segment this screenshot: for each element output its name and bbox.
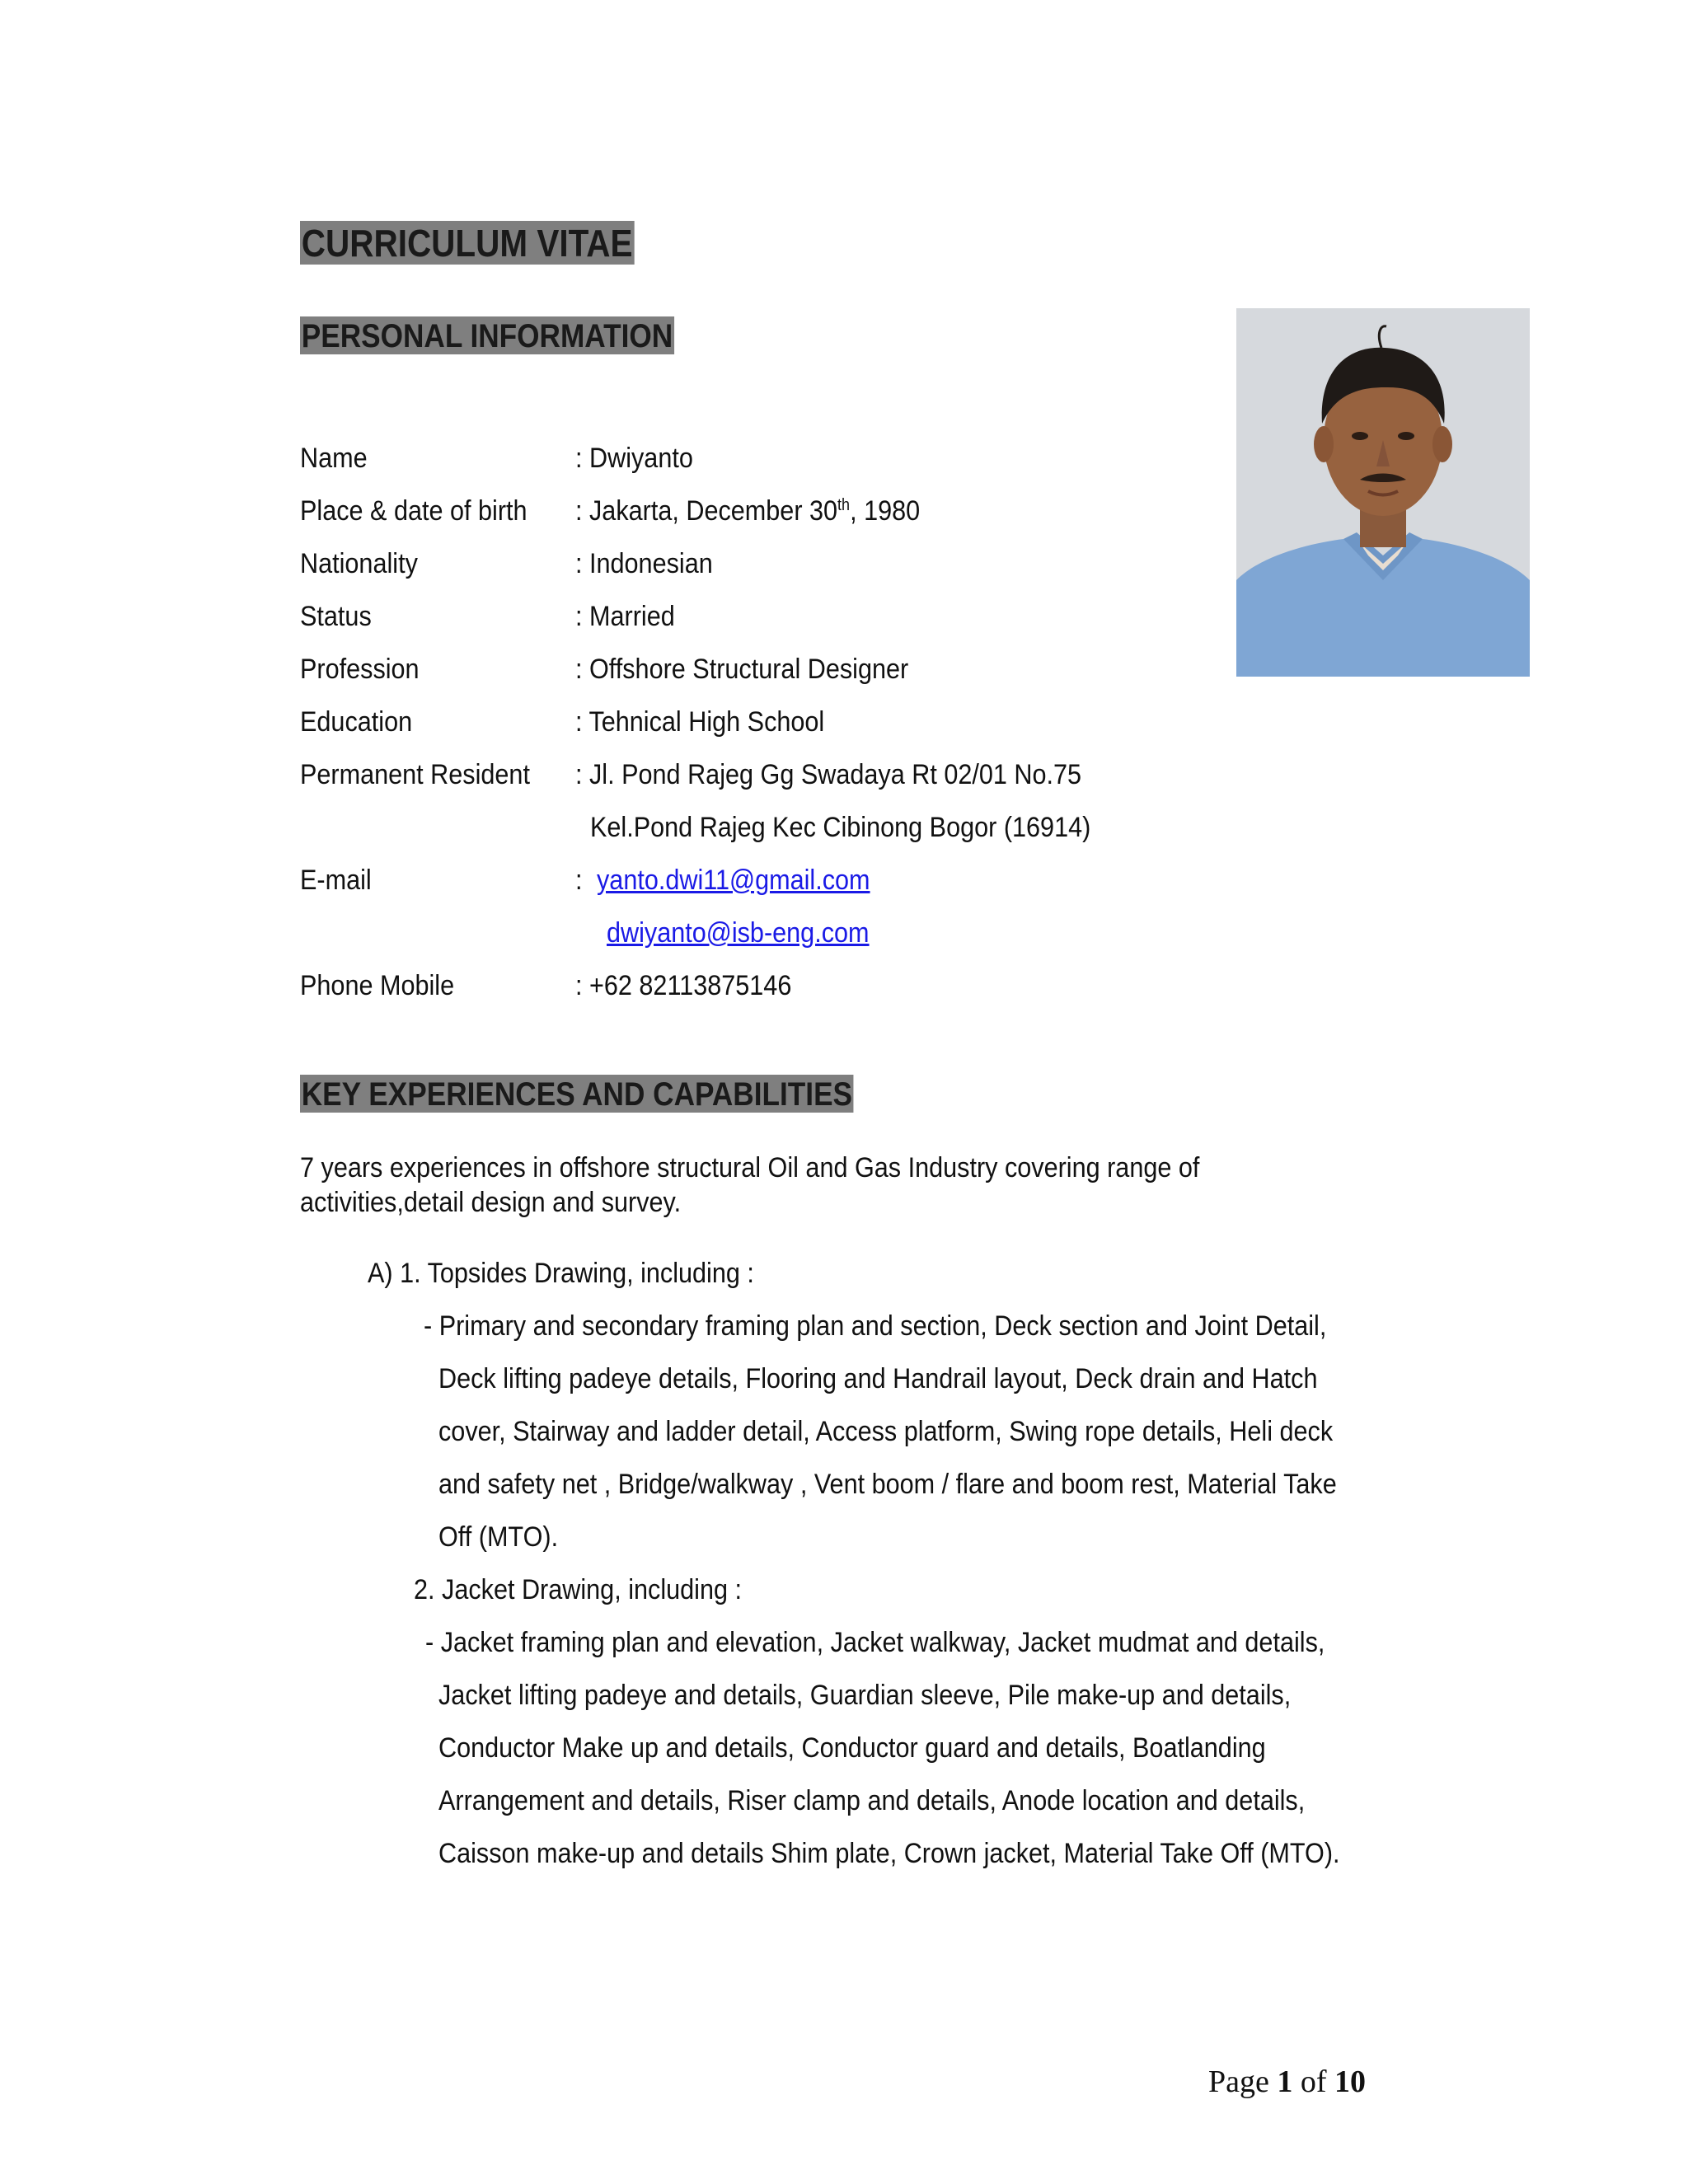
- portrait-illustration: [1236, 308, 1530, 677]
- topsides-line: and safety net , Bridge/walkway , Vent boom / flare and boom rest, Material Take: [438, 1469, 1337, 1500]
- profession-label: Profession: [300, 654, 420, 685]
- birth-label: Place & date of birth: [300, 495, 528, 527]
- topsides-line: cover, Stairway and ladder detail, Access platform, Swing rope details, Heli deck: [438, 1416, 1334, 1447]
- education-label: Education: [300, 706, 413, 738]
- key-experiences-heading: KEY EXPERIENCES AND CAPABILITIES: [301, 1076, 853, 1113]
- document-title: CURRICULUM VITAE: [301, 222, 633, 265]
- birth-value-prefix: : Jakarta, December 30: [575, 495, 838, 527]
- profile-photo: [1236, 308, 1530, 677]
- jacket-line: Arrangement and details, Riser clamp and details, Anode location and details,: [438, 1785, 1306, 1816]
- birth-value-suffix: , 1980: [850, 495, 921, 527]
- topsides-line: Off (MTO).: [438, 1521, 559, 1553]
- topsides-line: Deck lifting padeye details, Flooring and Handrail layout, Deck drain and Hatch: [438, 1363, 1318, 1394]
- jacket-item-heading: 2. Jacket Drawing, including :: [414, 1574, 742, 1605]
- birth-value-sup: th: [837, 496, 851, 514]
- email-link-2[interactable]: dwiyanto@isb-eng.com: [607, 917, 870, 949]
- footer-page-number: 1: [1277, 2064, 1293, 2099]
- personal-information-heading: PERSONAL INFORMATION: [301, 318, 673, 354]
- status-label: Status: [300, 601, 372, 632]
- profession-value: : Offshore Structural Designer: [575, 654, 909, 685]
- page-footer: [1208, 2064, 1366, 2100]
- name-label: Name: [300, 443, 368, 474]
- phone-label: Phone Mobile: [300, 970, 455, 1001]
- nationality-label: Nationality: [300, 548, 418, 579]
- footer-of-word: of: [1300, 2064, 1327, 2099]
- status-value: : Married: [575, 601, 675, 632]
- summary-line-2: activities,detail design and survey.: [300, 1187, 682, 1218]
- name-value: : Dwiyanto: [575, 443, 693, 474]
- topsides-item-heading: A) 1. Topsides Drawing, including :: [368, 1258, 754, 1289]
- email-link-1[interactable]: yanto.dwi11@gmail.com: [597, 865, 870, 896]
- jacket-line: Jacket lifting padeye and details, Guardian sleeve, Pile make-up and details,: [438, 1680, 1292, 1711]
- topsides-line: - Primary and secondary framing plan and section, Deck section and Joint Detail,: [424, 1310, 1327, 1342]
- resident-line-2: Kel.Pond Rajeg Kec Cibinong Bogor (16914): [590, 812, 1091, 843]
- resident-line-1: : Jl. Pond Rajeg Gg Swadaya Rt 02/01 No.75: [575, 759, 1082, 790]
- email-colon: :: [575, 865, 583, 896]
- phone-value: : +62 82113875146: [575, 970, 792, 1001]
- birth-value: [575, 497, 920, 525]
- education-value: : Tehnical High School: [575, 706, 825, 738]
- footer-page-word: Page: [1208, 2064, 1269, 2099]
- resident-label: Permanent Resident: [300, 759, 530, 790]
- jacket-line: Caisson make-up and details Shim plate, Crown jacket, Material Take Off (MTO).: [438, 1838, 1340, 1869]
- jacket-line: Conductor Make up and details, Conductor guard and details, Boatlanding: [438, 1732, 1266, 1764]
- email-label: E-mail: [300, 865, 372, 896]
- jacket-line: - Jacket framing plan and elevation, Jacket walkway, Jacket mudmat and details,: [425, 1627, 1325, 1658]
- nationality-value: : Indonesian: [575, 548, 713, 579]
- footer-page-total: 10: [1334, 2064, 1367, 2099]
- summary-line-1: 7 years experiences in offshore structural Oil and Gas Industry covering range of: [300, 1152, 1200, 1183]
